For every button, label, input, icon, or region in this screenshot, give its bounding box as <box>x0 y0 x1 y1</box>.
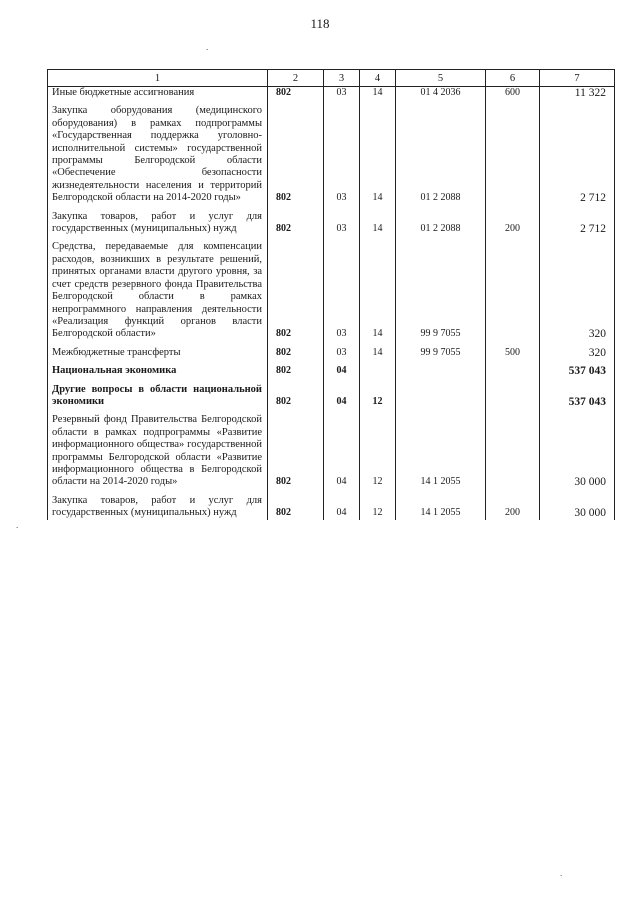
column-header: 2 <box>268 70 324 87</box>
row-section-code: 03 <box>324 347 360 359</box>
row-grbs-code: 802 <box>268 414 324 488</box>
row-description: Средства, передаваемые для компенсации расходов, возникших в результате решений, принятых органами власти другого уровня, за счет средств резервного фонда Правительства Белгородской области в рамках непрограммного направления деятельности «Реализация функций органов власти Белгородской области» <box>48 241 268 340</box>
row-target-article: 01 4 2036 <box>396 87 486 100</box>
row-target-article: 01 2 2088 <box>396 105 486 204</box>
row-subsection-code: 14 <box>360 105 396 204</box>
row-target-article: 99 9 7055 <box>396 347 486 359</box>
row-description: Иные бюджетные ассигнования <box>48 87 268 100</box>
row-expense-type <box>486 384 540 409</box>
row-expense-type: 200 <box>486 211 540 236</box>
row-section-code: 03 <box>324 87 360 100</box>
row-section-code: 03 <box>324 211 360 236</box>
row-description: Закупка товаров, работ и услуг для государственных (муниципальных) нужд <box>48 211 268 236</box>
row-grbs-code: 802 <box>268 241 324 340</box>
row-description: Резервный фонд Правительства Белгородской области в рамках подпрограммы «Развитие информационного общества» государственной программы Белгородской области «Развитие информационного общества в Белгородской области на 2014-2020 годы» <box>48 414 268 488</box>
row-subsection-code: 12 <box>360 495 396 520</box>
table-row <box>48 384 615 409</box>
table-row <box>48 241 615 340</box>
row-description: Межбюджетные трансферты <box>48 347 268 359</box>
row-section-code: 03 <box>324 241 360 340</box>
row-description: Национальная экономика <box>48 365 268 377</box>
column-header: 1 <box>48 70 268 87</box>
row-expense-type: 500 <box>486 347 540 359</box>
row-target-article: 99 9 7055 <box>396 241 486 340</box>
row-description: Закупка товаров, работ и услуг для государственных (муниципальных) нужд <box>48 495 268 520</box>
row-grbs-code: 802 <box>268 347 324 359</box>
row-grbs-code: 802 <box>268 105 324 204</box>
scan-speck: . <box>560 868 563 878</box>
header-row <box>48 70 615 87</box>
row-subsection-code: 14 <box>360 211 396 236</box>
table-row <box>48 365 615 377</box>
table-row <box>48 105 615 204</box>
row-description: Закупка оборудования (медицинского оборудования) в рамках подпрограммы «Государственная поддержка уголовно-исполнительной системы» государственной программы Белгородской области «Обеспечение безопасности жизнедеятельности населения и территорий Белгородской области на 2014-2020 годы» <box>48 105 268 204</box>
row-amount: 320 <box>540 241 615 340</box>
row-grbs-code: 802 <box>268 384 324 409</box>
column-header: 4 <box>360 70 396 87</box>
scan-speck: . <box>16 520 19 530</box>
row-target-article: 01 2 2088 <box>396 211 486 236</box>
row-target-article: 14 1 2055 <box>396 495 486 520</box>
scan-speck: . <box>206 42 209 52</box>
row-grbs-code: 802 <box>268 211 324 236</box>
row-amount: 11 322 <box>540 87 615 100</box>
row-amount: 30 000 <box>540 414 615 488</box>
row-subsection-code: 12 <box>360 414 396 488</box>
row-expense-type: 600 <box>486 87 540 100</box>
column-header: 5 <box>396 70 486 87</box>
row-amount: 537 043 <box>540 384 615 409</box>
row-section-code: 04 <box>324 384 360 409</box>
row-grbs-code: 802 <box>268 87 324 100</box>
row-grbs-code: 802 <box>268 365 324 377</box>
row-subsection-code: 12 <box>360 384 396 409</box>
page-number: 118 <box>310 16 330 31</box>
row-expense-type <box>486 241 540 340</box>
row-amount: 2 712 <box>540 211 615 236</box>
row-target-article <box>396 365 486 377</box>
row-description: Другие вопросы в области национальной экономики <box>48 384 268 409</box>
row-section-code: 04 <box>324 495 360 520</box>
row-section-code: 04 <box>324 414 360 488</box>
column-header: 3 <box>324 70 360 87</box>
row-grbs-code: 802 <box>268 495 324 520</box>
table-row <box>48 347 615 359</box>
row-expense-type <box>486 105 540 204</box>
row-expense-type <box>486 365 540 377</box>
table-row <box>48 211 615 236</box>
table-row <box>48 87 615 100</box>
column-header: 6 <box>486 70 540 87</box>
row-subsection-code: 14 <box>360 87 396 100</box>
row-amount: 30 000 <box>540 495 615 520</box>
row-target-article <box>396 384 486 409</box>
table-row <box>48 495 615 520</box>
budget-table <box>47 69 615 520</box>
row-amount: 320 <box>540 347 615 359</box>
table-row <box>48 414 615 488</box>
row-amount: 537 043 <box>540 365 615 377</box>
column-header: 7 <box>540 70 615 87</box>
row-subsection-code: 14 <box>360 241 396 340</box>
row-subsection-code: 14 <box>360 347 396 359</box>
row-expense-type <box>486 414 540 488</box>
row-amount: 2 712 <box>540 105 615 204</box>
row-subsection-code <box>360 365 396 377</box>
row-section-code: 03 <box>324 105 360 204</box>
row-target-article: 14 1 2055 <box>396 414 486 488</box>
row-section-code: 04 <box>324 365 360 377</box>
row-expense-type: 200 <box>486 495 540 520</box>
